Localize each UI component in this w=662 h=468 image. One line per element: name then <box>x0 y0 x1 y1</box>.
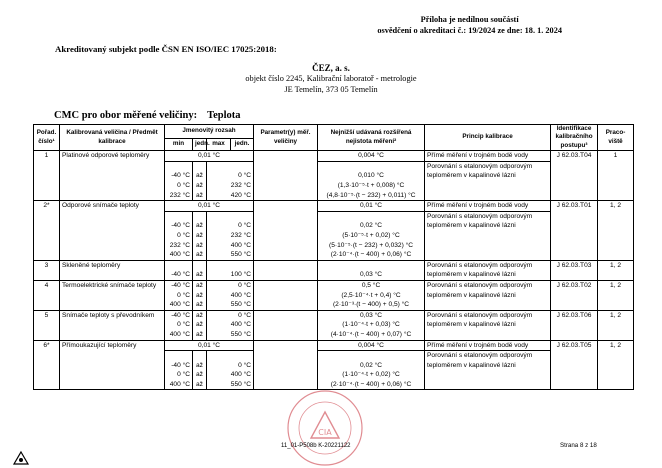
company-address-1: objekt číslo 2245, Kalibrační laboratoř - metrologie <box>245 74 417 83</box>
row-param <box>254 310 318 340</box>
row-site: 1 <box>598 151 634 201</box>
cmc-table <box>33 124 634 390</box>
principle-text: Porovnání s etalonovým odporovým teploměrem v kapalinové lázni <box>425 211 551 260</box>
row-quantity: Termoelektrické snímače teploty <box>60 280 165 310</box>
range-max: 0 °C 400 °C 550 °C <box>207 310 254 340</box>
range-max: 0 °C 232 °C 420 °C <box>207 161 254 200</box>
range-min: -40 °C 0 °C 400 °C <box>165 351 193 390</box>
range-max: 0 °C 232 °C 400 °C 550 °C <box>207 211 254 260</box>
row-number: 6* <box>34 340 60 390</box>
range-max: 100 °C <box>207 260 254 280</box>
row-quantity: Skleněné teploměry <box>60 260 165 280</box>
principle-text: Porovnání s etalonovým odporovým teploměrem v kapalinové lázni <box>425 280 551 310</box>
row-ident: J 62.03.T05 <box>551 340 598 390</box>
annex-line-2: osvědčení o akreditaci č.: 19/2024 ze dne: 18. 1. 2024 <box>377 26 562 35</box>
row-number: 5 <box>34 310 60 340</box>
row-site: 1, 2 <box>598 280 634 310</box>
row-site: 1, 2 <box>598 201 634 261</box>
uncertainty-list: 0,03 °C (1·10⁻⁴·t + 0,03) °C (4·10⁻⁴·(t − 400) + 0,07) °C <box>318 310 425 340</box>
range-min: -40 °C 0 °C 400 °C <box>165 310 193 340</box>
cmc-value: Teplota <box>207 110 241 121</box>
fixed-uncertainty: 0,004 °C <box>318 340 425 351</box>
cmc-heading <box>54 110 241 121</box>
range-sep: až až až <box>193 310 207 340</box>
accreditation-stamp <box>285 388 365 468</box>
cmc-label: CMC pro obor měřené veličiny: <box>54 110 198 121</box>
principle-text: Porovnání s etalonovým odporovým teploměrem v kapalinové lázni <box>425 351 551 390</box>
cia-logo-icon <box>14 452 28 464</box>
row-site: 1, 2 <box>598 340 634 390</box>
row-param <box>254 260 318 280</box>
row-quantity: Odporové snímače teploty <box>60 201 165 261</box>
col-por: Pořad. číslo¹ <box>34 125 60 151</box>
fixed-principle: Přímé měření v trojném bodě vody <box>425 201 551 212</box>
principle-text: Porovnání s etalonovým odporovým teploměrem v kapalinové lázni <box>425 310 551 340</box>
row-site: 1, 2 <box>598 310 634 340</box>
col-principle: Princip kalibrace <box>425 125 551 151</box>
row-param <box>254 340 318 390</box>
fixed-uncertainty: 0,01 °C <box>318 201 425 212</box>
fixed-principle: Přímé měření v trojném bodě vody <box>425 151 551 162</box>
table-row <box>34 280 634 310</box>
col-max: max <box>207 139 231 151</box>
form-code: 11_01-P508b K-20221122 <box>281 443 351 449</box>
col-min: min <box>165 139 193 151</box>
range-min: -40 °C 0 °C 232 °C 400 °C <box>165 211 193 260</box>
range-sep: až až až <box>193 351 207 390</box>
range-sep: až až až <box>193 280 207 310</box>
col-unit2: jedn. <box>231 139 254 151</box>
range-min: -40 °C <box>165 260 193 280</box>
uncertainty-list: 0,010 °C (1,3·10⁻⁵·t + 0,008) °C (4,8·10⁻⁵·(t − 232) + 0,011) °C <box>318 161 425 200</box>
row-ident: J 62.03.T06 <box>551 310 598 340</box>
accreditation-heading: Akreditovaný subjekt podle ČSN EN ISO/IEC 17025:2018: <box>55 44 277 54</box>
row-number: 2* <box>34 201 60 261</box>
col-ident: Identifikace kalibračního postupu³ <box>551 125 598 151</box>
col-unit1: jedn. <box>193 139 207 151</box>
row-number: 3 <box>34 260 60 280</box>
company-name: ČEZ, a. s. <box>312 63 350 73</box>
fixed-principle: Přímé měření v trojném bodě vody <box>425 340 551 351</box>
range-sep: až až až <box>193 161 207 200</box>
page-number: Strana 8 z 18 <box>560 442 597 449</box>
fixed-point: 0,01 °C <box>165 151 254 162</box>
row-quantity: Přímoukazující teploměry <box>60 340 165 390</box>
table-row <box>34 260 634 280</box>
table-row <box>34 201 634 212</box>
range-min: -40 °C 0 °C 232 °C <box>165 161 193 200</box>
col-uncert: Nejnižší udávaná rozšířená nejistota měření² <box>318 125 425 151</box>
range-sep: až až až až <box>193 211 207 260</box>
annex-header <box>377 14 562 36</box>
table-row <box>34 340 634 351</box>
uncertainty-list: 0,5 °C (2,5·10⁻⁴·t + 0,4) °C (2·10⁻³·(t − 400) + 0,5) °C <box>318 280 425 310</box>
annex-line-1: Příloha je nedílnou součástí <box>420 15 519 24</box>
row-ident: J 62.03.T03 <box>551 260 598 280</box>
fixed-point: 0,01 °C <box>165 201 254 212</box>
col-site: Praco-viště <box>598 125 634 151</box>
range-max: 0 °C 400 °C 550 °C <box>207 280 254 310</box>
col-quantity: Kalibrovaná veličina / Předmět kalibrace <box>60 125 165 151</box>
fixed-point: 0,01 °C <box>165 340 254 351</box>
range-min: -40 °C 0 °C 400 °C <box>165 280 193 310</box>
row-quantity: Platinové odporové teploměry <box>60 151 165 201</box>
col-param: Parametr(y) měř. veličiny <box>254 125 318 151</box>
range-max: 0 °C 400 °C 550 °C <box>207 351 254 390</box>
principle-text: Porovnání s etalonovým odporovým teploměrem v kapalinové lázni <box>425 260 551 280</box>
row-param <box>254 151 318 201</box>
col-range: Jmenovitý rozsah <box>165 125 254 139</box>
company-address-2: JE Temelín, 373 05 Temelín <box>284 85 378 94</box>
table-row <box>34 151 634 162</box>
uncertainty-list: 0,03 °C <box>318 260 425 280</box>
row-param <box>254 280 318 310</box>
uncertainty-list: 0,02 °C (5·10⁻⁵·t + 0,02) °C (5·10⁻⁵·(t − 232) + 0,032) °C (2·10⁻⁴·(t − 400) + 0,06) °C <box>318 211 425 260</box>
row-number: 4 <box>34 280 60 310</box>
row-site: 1, 2 <box>598 260 634 280</box>
row-ident: J 62.03.T02 <box>551 280 598 310</box>
uncertainty-list: 0,02 °C (1·10⁻⁴·t + 0,02) °C (2·10⁻⁴·(t − 400) + 0,06) °C <box>318 351 425 390</box>
principle-text: Porovnání s etalonovým odporovým teploměrem v kapalinové lázni <box>425 161 551 200</box>
row-ident: J 62.03.T04 <box>551 151 598 201</box>
svg-text:CIA: CIA <box>318 428 332 437</box>
table-row <box>34 310 634 340</box>
fixed-uncertainty: 0,004 °C <box>318 151 425 162</box>
row-ident: J 62.03.T01 <box>551 201 598 261</box>
row-number: 1 <box>34 151 60 201</box>
row-quantity: Snímače teploty s převodníkem <box>60 310 165 340</box>
range-sep: až <box>193 260 207 280</box>
row-param <box>254 201 318 261</box>
